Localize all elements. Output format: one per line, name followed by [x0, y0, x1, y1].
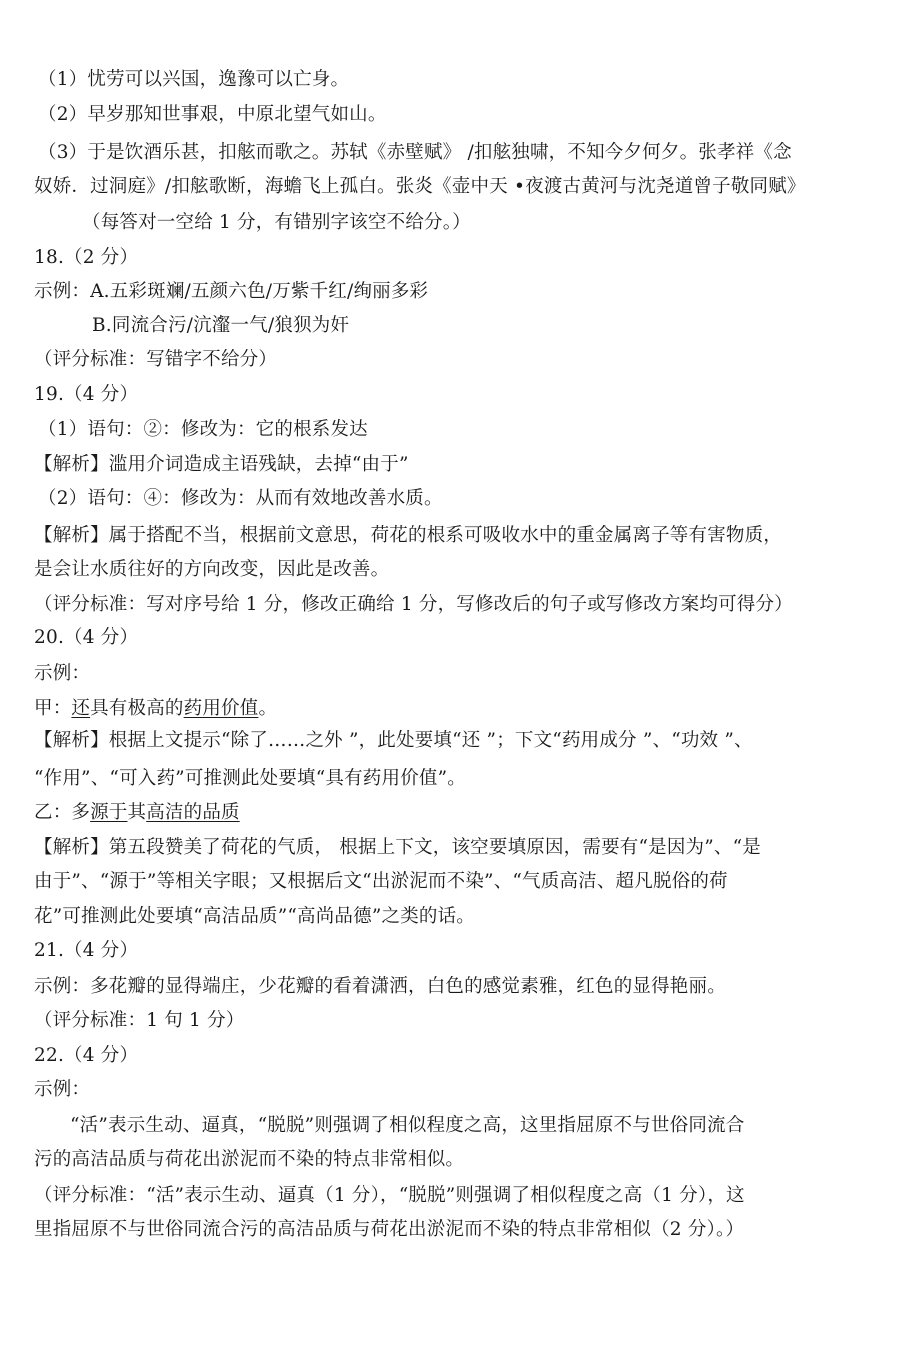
- q22-example-cont: 污的高洁品质与荷花出淤泥而不染的特点非常相似。: [34, 1149, 465, 1170]
- q20-analysis-yi: 【解析】第五段赞美了荷花的气质， 根据上下文，该空要填原因，需要有“是因为”、“是: [34, 837, 761, 858]
- q20-analysis-jia: 【解析】根据上文提示“除了……之外 ”，此处要填“还 ”；下文“药用成分 ”、“功效 ”、: [34, 730, 753, 751]
- q21-example: 示例：多花瓣的显得端庄，少花瓣的看着潇洒，白色的感觉素雅，红色的显得艳丽。: [34, 976, 726, 997]
- question-18-heading: 18.（2 分）: [34, 247, 139, 268]
- q20-jia-key-2: 药用价值: [183, 698, 259, 719]
- q20-analysis-jia-cont: “作用”、“可入药”可推测此处要填“具有药用价值”。: [34, 768, 466, 789]
- q19-part-1: （1）语句：②：修改为：它的根系发达: [38, 419, 368, 440]
- q19-scoring: （评分标准：写对序号给 1 分，修改正确给 1 分，写修改后的句子或写修改方案均可得分）: [34, 594, 793, 615]
- question-22-heading: 22.（4 分）: [34, 1045, 139, 1066]
- question-20-heading: 20.（4 分）: [34, 627, 139, 648]
- q22-example: “活”表示生动、逼真，“脱脱”则强调了相似程度之高，这里指屈原不与世俗同流合: [70, 1115, 745, 1136]
- answer-line-1: （1）忧劳可以兴国，逸豫可以亡身。: [38, 69, 350, 90]
- q20-jia-pre: 甲：: [34, 698, 72, 719]
- q19-analysis-2-cont: 是会让水质往好的方向改变，因此是改善。: [34, 559, 390, 580]
- q20-jia-key-1: 还: [71, 698, 91, 719]
- q22-scoring: （评分标准：“活”表示生动、逼真（1 分），“脱脱”则强调了相似程度之高（1 分），这: [34, 1185, 745, 1206]
- q18-example-b: B.同流合污/沆瀣一气/狼狈为奸: [92, 315, 350, 336]
- answer-line-4: 奴娇．过洞庭》/扣舷歌断，海蟾飞上孤白。张炎《壶中天 •夜渡古黄河与沈尧道曾子敬同赋》: [34, 176, 806, 197]
- answer-line-2: （2）早岁那知世事艰，中原北望气如山。: [38, 104, 387, 125]
- q22-scoring-cont: 里指屈原不与世俗同流合污的高洁品质与荷花出淤泥而不染的特点非常相似（2 分）。）: [34, 1219, 745, 1240]
- question-21-heading: 21.（4 分）: [34, 940, 139, 961]
- q18-scoring: （评分标准：写错字不给分）: [34, 349, 278, 370]
- q20-analysis-yi-cont-1: 由于”、“源于”等相关字眼；又根据后文“出淤泥而不染”、“气质高洁、超凡脱俗的荷: [34, 871, 728, 892]
- q20-answer-yi: [34, 801, 240, 825]
- q19-part-2: （2）语句：④：修改为：从而有效地改善水质。: [38, 488, 443, 509]
- scoring-note: （每答对一空给 1 分，有错别字该空不给分。）: [82, 212, 471, 233]
- q20-jia-mid: 具有极高的: [90, 698, 184, 719]
- q21-scoring: （评分标准：1 句 1 分）: [34, 1010, 245, 1031]
- q20-yi-pre: 乙：多: [34, 802, 91, 823]
- q20-answer-jia: [34, 697, 277, 721]
- q20-yi-key-1: 源于: [90, 802, 128, 823]
- q20-yi-key-2: 高洁的品质: [146, 802, 240, 823]
- q20-jia-post: 。: [258, 698, 278, 719]
- q18-example-a: 示例：A.五彩斑斓/五颜六色/万紫千红/绚丽多彩: [34, 281, 429, 302]
- q19-analysis-1: 【解析】滥用介词造成主语残缺，去掉“由于”: [34, 454, 409, 475]
- q20-yi-mid: 其: [127, 802, 147, 823]
- answer-line-3: （3）于是饮酒乐甚，扣舷而歌之。苏轼《赤壁赋》 /扣舷独啸，不知今夕何夕。张孝祥《念: [38, 142, 792, 163]
- q20-example-label: 示例：: [34, 663, 91, 684]
- q20-analysis-yi-cont-2: 花”可推测此处要填“高洁品质”“高尚品德”之类的话。: [34, 906, 475, 927]
- q19-analysis-2: 【解析】属于搭配不当，根据前文意思，荷花的根系可吸收水中的重金属离子等有害物质，: [34, 525, 783, 546]
- q22-example-label: 示例：: [34, 1079, 91, 1100]
- question-19-heading: 19.（4 分）: [34, 384, 139, 405]
